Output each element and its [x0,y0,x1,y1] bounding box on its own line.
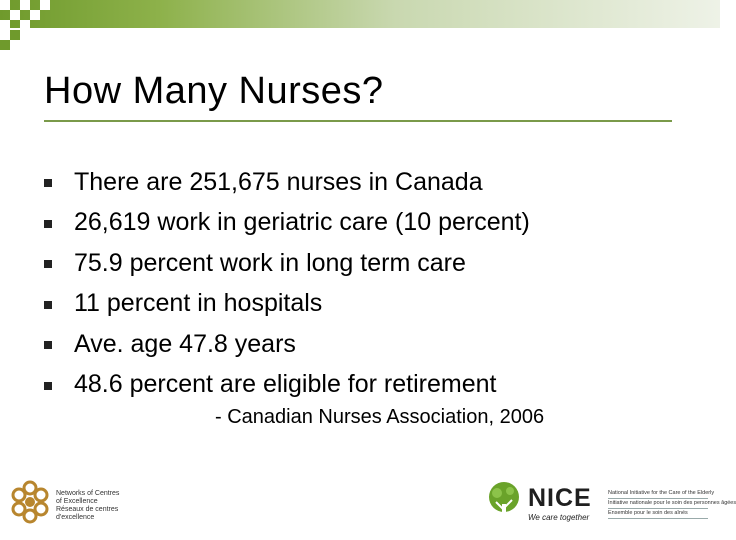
bullet-text: 26,619 work in geriatric care (10 percent) [74,208,530,237]
checkerboard-decoration [0,0,60,50]
bullet-text: 11 percent in hospitals [74,289,323,318]
square-bullet-icon [44,179,52,187]
slide-title: How Many Nurses? [44,70,384,112]
square-bullet-icon [44,382,52,390]
bullet-text: 75.9 percent work in long term care [74,248,466,277]
bullet-text: 48.6 percent are eligible for retirement [74,370,497,399]
nice-logo [484,480,736,532]
bullet-item [44,365,530,406]
bullet-text: There are 251,675 nurses in Canada [74,167,483,196]
square-bullet-icon [44,341,52,349]
nice-tagline: We care together [528,513,590,522]
nce-logo [8,478,128,530]
bullet-item [44,203,530,244]
nice-description: National Initiative for the Care of the Elderly Initiative nationale pour le soin des personnes âgées Ensemble pour le soin des aînés [608,489,708,519]
nce-logo-text: Networks of Centres of Excellence Réseaux de centres d'excellence [56,490,120,521]
nce-emblem-icon [8,478,52,528]
nice-name: NICE [528,484,592,512]
title-underline [44,120,672,122]
bullet-item [44,284,530,325]
bullet-item [44,162,530,203]
banner-gradient [0,0,720,28]
square-bullet-icon [44,220,52,228]
bullet-item [44,243,530,284]
bullet-list [44,162,530,405]
bullet-text: Ave. age 47.8 years [74,329,296,358]
square-bullet-icon [44,301,52,309]
square-bullet-icon [44,260,52,268]
tree-icon [484,480,524,528]
top-banner [0,0,720,50]
bullet-item [44,324,530,365]
citation: - Canadian Nurses Association, 2006 [215,406,545,428]
